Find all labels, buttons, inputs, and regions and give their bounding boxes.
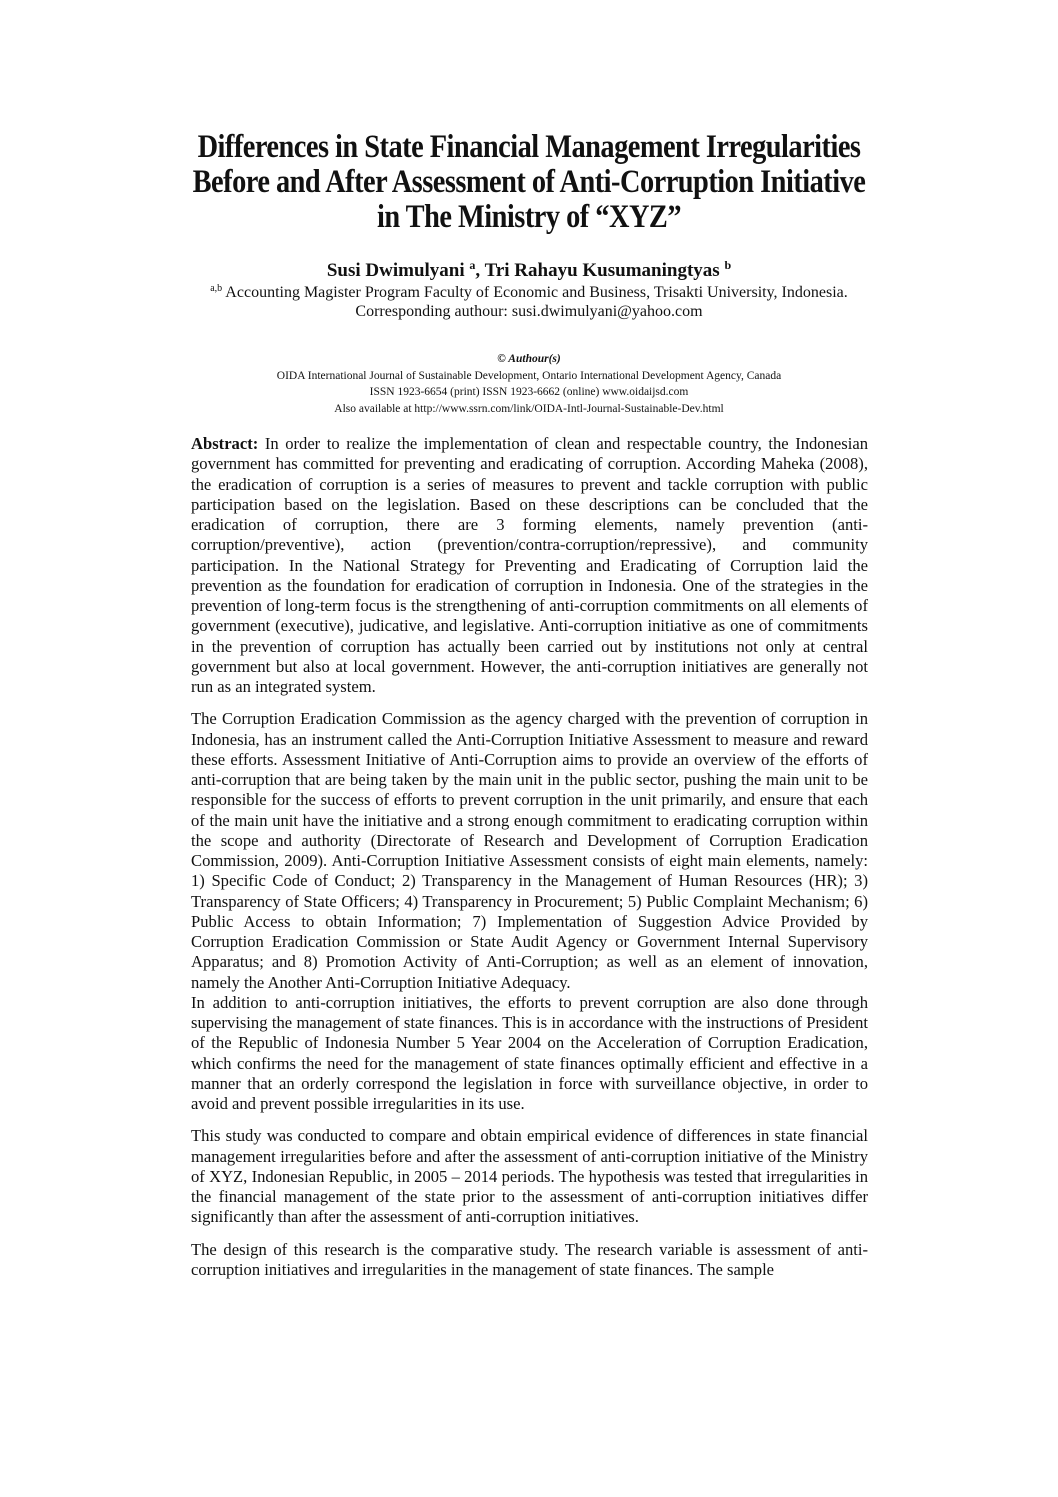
affiliation-marker: a,b xyxy=(210,283,223,294)
author-separator: , xyxy=(475,260,485,281)
paper-title xyxy=(0,130,1058,235)
issn-line: ISSN 1923-6654 (print) ISSN 1923-6662 (online) www.oidaijsd.com xyxy=(369,386,689,398)
copyright-notice: © Authour(s) xyxy=(497,353,561,365)
corresponding-author: Corresponding authour: susi.dwimulyani@yahoo.com xyxy=(355,303,703,320)
abstract-section xyxy=(191,434,868,1292)
author-name: Susi Dwimulyani xyxy=(326,260,465,281)
author-affiliation-marker: b xyxy=(724,258,732,272)
title-line: Before and After Assessment of Anti-Corruption Initiative xyxy=(192,164,866,200)
affiliation xyxy=(0,283,1058,302)
affiliation-text: Accounting Magister Program Faculty of Economic and Business, Trisakti University, Indonesia. xyxy=(222,284,848,301)
title-line: in The Ministry of “XYZ” xyxy=(376,199,682,235)
abstract-paragraph: This study was conducted to compare and obtain empirical evidence of differences in state financial management irregularities before and after the assessment of anti-corruption initiative of the Ministry of XYZ, Indonesian Republic, in 2005 – 2014 periods. The hypothesis was tested that irregularities in the financial management of the state prior to the assessment of anti-corruption initiatives differ significantly than after the assessment of anti-corruption initiatives. xyxy=(191,1126,868,1227)
abstract-paragraph: The Corruption Eradication Commission as the agency charged with the prevention of corruption in Indonesia, has an instrument called the Anti-Corruption Initiative Assessment to measure and reward these efforts. Assessment Initiative of Anti-Corruption aims to provide an overview of the efforts of anti-corruption that are being taken by the main unit in the public sector, pushing the main unit to be responsible for the success of efforts to prevent corruption in the unit primarily, and ensure that each of the main unit have the initiative and a strong enough commitment to eradicating corruption within the scope and authority (Directorate of Research and Development of Corruption Eradication Commission, 2009). Anti-Corruption Initiative Assessment consists of eight main elements, namely: 1) Specific Code of Conduct; 2) Transparency in the Management of Human Resources (HR); 3) Transparency of State Officers; 4) Transparency in Procurement; 5) Public Complaint Mechanism; 6) Public Access to obtain Information; 7) Implementation of Suggestion Advice Provided by Corruption Eradication Commission or State Audit Agency or Government Internal Supervisory Apparatus; and 8) Promotion Activity of Anti-Corruption; as well as an element of innovation, namely the Another Anti-Corruption Initiative Adequacy. xyxy=(191,709,868,992)
title-line: Differences in State Financial Management Irregularities xyxy=(197,129,861,165)
author-list xyxy=(0,260,1058,282)
journal-info xyxy=(0,351,1058,417)
author-name: Tri Rahayu Kusumaningtyas xyxy=(484,260,720,281)
abstract-paragraph: In addition to anti-corruption initiatives, the efforts to prevent corruption are also done through supervising the management of state finances. This is in accordance with the instructions of President of the Republic of Indonesia Number 5 Year 2004 on the Acceleration of Corruption Eradication, which confirms the need for the management of state finances optimally efficient and effective in a manner that an orderly correspond the legislation in force with surveillance objective, in order to avoid and prevent possible irregularities in its use. xyxy=(191,992,868,1113)
journal-name: OIDA International Journal of Sustainable Development, Ontario International Development Agency, Canada xyxy=(276,369,782,382)
abstract-label: Abstract: xyxy=(191,434,259,453)
author-affiliation-marker: a xyxy=(469,258,476,272)
affiliation-block xyxy=(0,283,1058,321)
paragraph-text: In order to realize the implementation of clean and respectable country, the Indonesian government has committed for preventing and eradicating of corruption. According Maheka (2008), the eradication of corruption is a series of measures to prevent and tackle corruption with public participation based on the legislation. Based on these descriptions can be concluded that the eradication of corruption, there are 3 forming elements, namely prevention (anti-corruption/preventive), action (prevention/contra-corruption/repressive), and community participation. In the National Strategy for Preventing and Eradicating of Corruption laid the prevention as the foundation for eradication of corruption in Indonesia. One of the strategies in the prevention of long-term focus is the strengthening of anti-corruption commitments on all elements of government (executive), judicative, and legislative. Anti-corruption initiative as one of commitments in the prevention of corruption has actually been carried out by institutions not only at central government but also at local government. However, the anti-corruption initiatives are generally not run as an integrated system. xyxy=(191,434,868,696)
abstract-paragraph: The design of this research is the comparative study. The research variable is assessment of anti-corruption initiatives and irregularities in the management of state finances. The sample xyxy=(191,1239,868,1279)
ssrn-link: Also available at http://www.ssrn.com/link/OIDA-Intl-Journal-Sustainable-Dev.html xyxy=(334,402,724,415)
abstract-paragraph xyxy=(191,434,868,697)
